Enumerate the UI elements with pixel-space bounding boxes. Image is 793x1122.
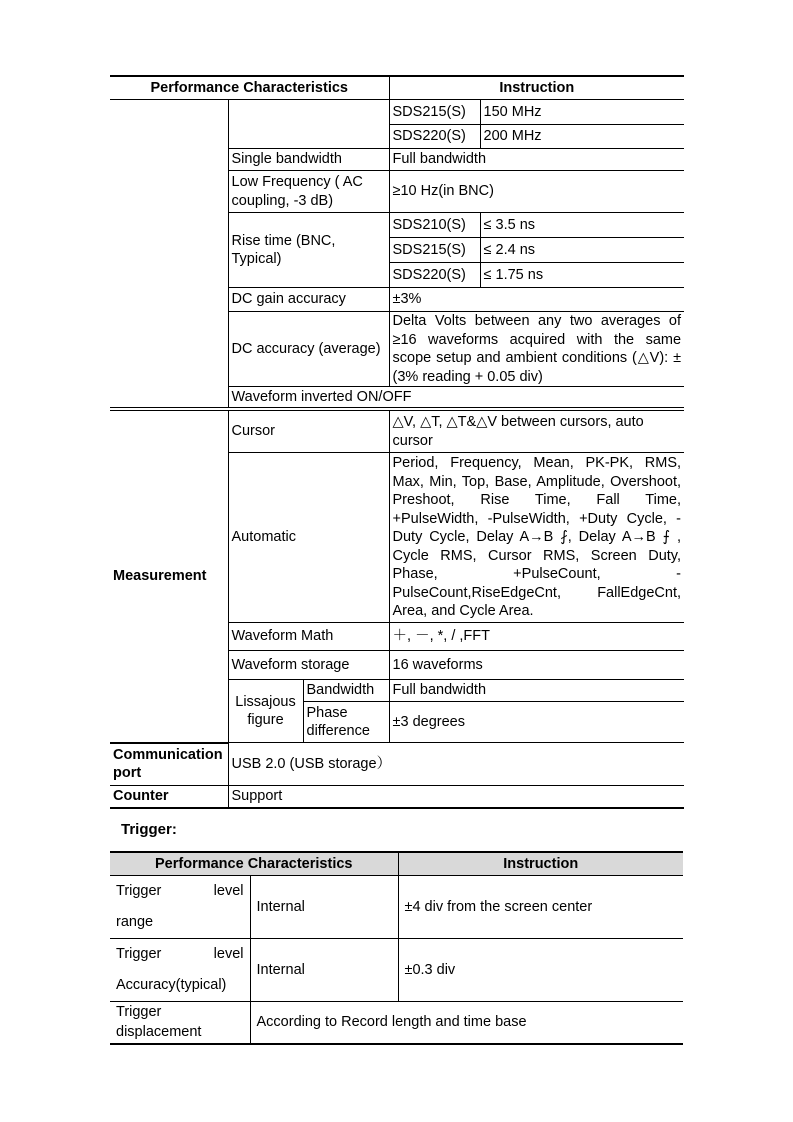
automatic-label: Automatic (228, 453, 389, 623)
spec-table (110, 75, 684, 408)
storage-label: Waveform storage (228, 651, 389, 680)
trigger-accuracy-sub: Internal (250, 939, 398, 1002)
storage-value: 16 waveforms (389, 651, 684, 680)
lowfreq-label: Low Frequency ( AC coupling, -3 dB) (228, 171, 389, 213)
single-bw-value: Full bandwidth (389, 149, 684, 171)
waveform-inverted: Waveform inverted ON/OFF (228, 387, 684, 408)
dcgain-label: DC gain accuracy (228, 288, 389, 312)
comm-counter-table (110, 742, 684, 809)
comm-value: USB 2.0 (USB storage） (228, 743, 684, 786)
rise-model-215: SDS215(S) (389, 238, 480, 263)
math-value: ＋, －, *, / ,FFT (389, 623, 684, 651)
counter-label: Counter (110, 786, 228, 808)
trigger-range-label-c: range (116, 914, 154, 930)
trigger-table (110, 851, 683, 1045)
trigger-accuracy-label (110, 939, 250, 1002)
trigger-accuracy-value: ±0.3 div (398, 939, 683, 1002)
trigger-range-label-a: Trigger (116, 883, 162, 899)
math-label: Waveform Math (228, 623, 389, 651)
liss-phase-label: Phase difference (303, 702, 389, 743)
lowfreq-value: ≥10 Hz(in BNC) (389, 171, 684, 213)
trigger-header-row (110, 852, 683, 876)
rise-val-215: ≤ 2.4 ns (480, 238, 684, 263)
trigger-range-label (110, 876, 250, 939)
trigger-range-label-b: level (213, 883, 244, 899)
automatic-value: Period, Frequency, Mean, PK-PK, RMS, Max, Min, Top, Base, Amplitude, Overshoot, Preshoot, Rise Time, Fall Time, +PulseWidth, -PulseWidth, +Duty Cycle, -Duty Cycle, Delay A→B ⨏, Delay A→B ⨍ , Cycle RMS, Cursor RMS, Screen Duty, Phase, +PulseCount, -PulseCount,RiseEdgeCnt, FallEdgeCnt, Area, and Cycle Area. (389, 453, 684, 623)
dcacc-value: Delta Volts between any two averages of ≥16 waveforms acquired with the same scope setup and ambient conditions (△V): ±(3% reading + 0.05 div) (389, 312, 684, 387)
dcgain-value: ±3% (389, 288, 684, 312)
rise-model-210: SDS210(S) (389, 213, 480, 238)
empty-section-cell (110, 100, 228, 408)
cursor-value: △V, △T, △T&△V between cursors, auto cursor (389, 411, 684, 453)
trigger-accuracy-label-b: level (213, 946, 244, 962)
trigger-title: Trigger: (121, 821, 177, 838)
comm-label: Communication port (110, 743, 228, 786)
rise-val-210: ≤ 3.5 ns (480, 213, 684, 238)
trigger-header-perf: Performance Characteristics (110, 852, 398, 876)
trigger-row-range (110, 876, 683, 939)
dcacc-label: DC accuracy (average) (228, 312, 389, 387)
single-bw-label: Single bandwidth (228, 149, 389, 171)
header-perf: Performance Characteristics (110, 76, 389, 100)
trigger-range-value: ±4 div from the screen center (398, 876, 683, 939)
rise-val-220: ≤ 1.75 ns (480, 263, 684, 288)
rise-label: Rise time (BNC, Typical) (228, 213, 389, 288)
trigger-row-accuracy (110, 939, 683, 1002)
spec-header-row (110, 76, 684, 100)
bw-val-215: 150 MHz (480, 100, 684, 125)
measurement-table (110, 410, 684, 744)
empty-bw-cell (228, 100, 389, 149)
liss-bw-value: Full bandwidth (389, 680, 684, 702)
header-instr: Instruction (389, 76, 684, 100)
bw-model-215: SDS215(S) (389, 100, 480, 125)
trigger-accuracy-label-c: Accuracy(typical) (116, 977, 227, 993)
bw-model-220: SDS220(S) (389, 125, 480, 149)
trigger-header-instr: Instruction (398, 852, 683, 876)
lissajous-label: Lissajous figure (228, 680, 303, 743)
bw-val-220: 200 MHz (480, 125, 684, 149)
trigger-displacement-label: Trigger displacement (110, 1002, 250, 1044)
counter-value: Support (228, 786, 684, 808)
liss-bw-label: Bandwidth (303, 680, 389, 702)
trigger-accuracy-label-a: Trigger (116, 946, 162, 962)
trigger-displacement-value: According to Record length and time base (250, 1002, 683, 1044)
measurement-label: Measurement (110, 411, 228, 743)
liss-phase-value: ±3 degrees (389, 702, 684, 743)
cursor-label: Cursor (228, 411, 389, 453)
trigger-row-displacement (110, 1002, 683, 1044)
rise-model-220: SDS220(S) (389, 263, 480, 288)
trigger-range-sub: Internal (250, 876, 398, 939)
